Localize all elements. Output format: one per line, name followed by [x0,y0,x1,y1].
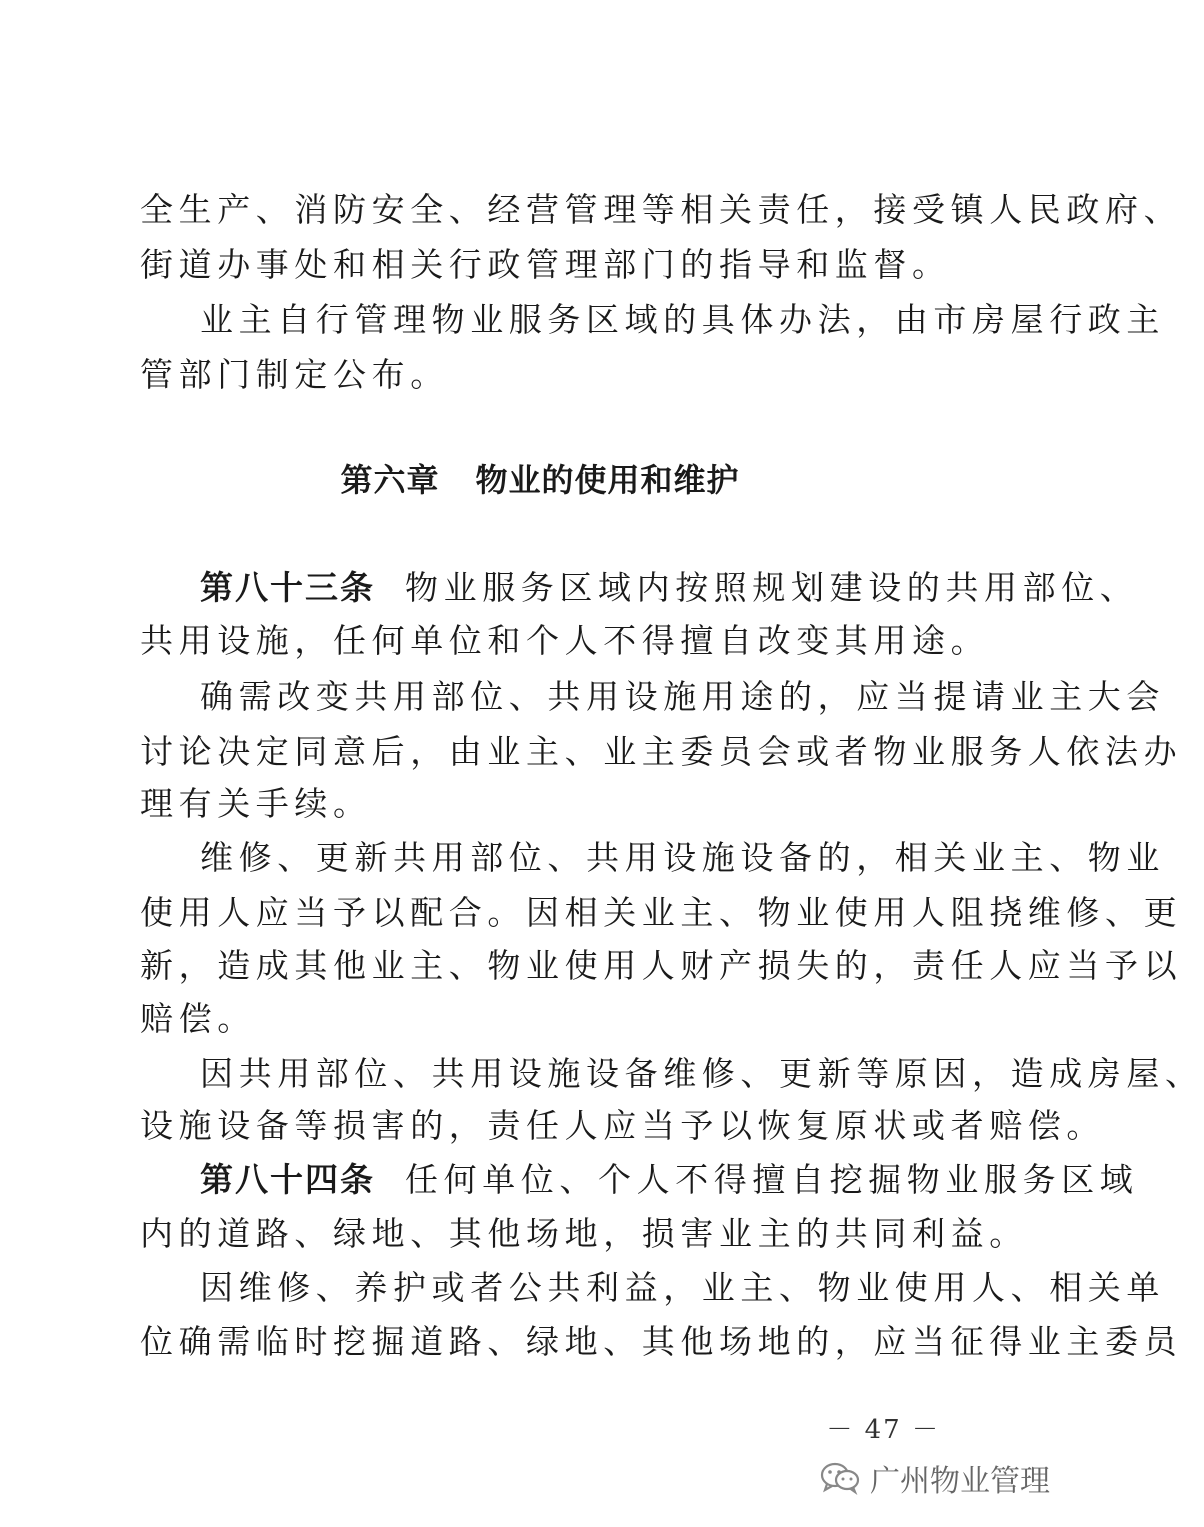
chapter-number: 第六章 [340,461,440,499]
text-line: 设施设备等损害的，责任人应当予以恢复原状或者赔偿。 [140,1106,1105,1145]
text-line: 共用设施，任何单位和个人不得擅自改变其用途。 [140,621,990,660]
text-line: 使用人应当予以配合。因相关业主、物业使用人阻挠维修、更 [140,893,1183,932]
watermark [820,1458,1050,1498]
text-line: 赔偿。 [140,999,256,1038]
article-84-first-line [200,1160,1139,1200]
chapter-heading [0,460,1080,500]
article-84-label: 第八十四条 [200,1160,375,1199]
text-line: 业主自行管理物业服务区域的具体办法，由市房屋行政主 [200,300,1165,339]
article-83-label: 第八十三条 [200,568,375,607]
article-83-text: 物业服务区域内按照规划建设的共用部位、 [405,568,1139,607]
article-84-text: 任何单位、个人不得擅自挖掘物业服务区域 [405,1160,1139,1199]
text-line: 位确需临时挖掘道路、绿地、其他场地的，应当征得业主委员 [140,1322,1183,1361]
text-line: 管部门制定公布。 [140,355,449,394]
text-line: 因共用部位、共用设施设备维修、更新等原因，造成房屋、 [200,1054,1204,1093]
article-83-first-line [200,568,1139,608]
text-line: 全生产、消防安全、经营管理等相关责任，接受镇人民政府、 [140,190,1183,229]
page-number: － 47 － [826,1415,940,1445]
text-line: 新，造成其他业主、物业使用人财产损失的，责任人应当予以 [140,946,1183,985]
text-line: 维修、更新共用部位、共用设施设备的，相关业主、物业 [200,838,1165,877]
wechat-icon [820,1461,860,1495]
text-line: 内的道路、绿地、其他场地，损害业主的共同利益。 [140,1214,1028,1253]
watermark-text: 广州物业管理 [870,1464,1050,1499]
text-line: 因维修、养护或者公共利益，业主、物业使用人、相关单 [200,1268,1165,1307]
text-line: 理有关手续。 [140,784,372,823]
text-line: 确需改变共用部位、共用设施用途的，应当提请业主大会 [200,677,1165,716]
text-line: 讨论决定同意后，由业主、业主委员会或者物业服务人依法办 [140,732,1183,771]
text-line: 街道办事处和相关行政管理部门的指导和监督。 [140,245,951,284]
chapter-title: 物业的使用和维护 [475,461,740,499]
